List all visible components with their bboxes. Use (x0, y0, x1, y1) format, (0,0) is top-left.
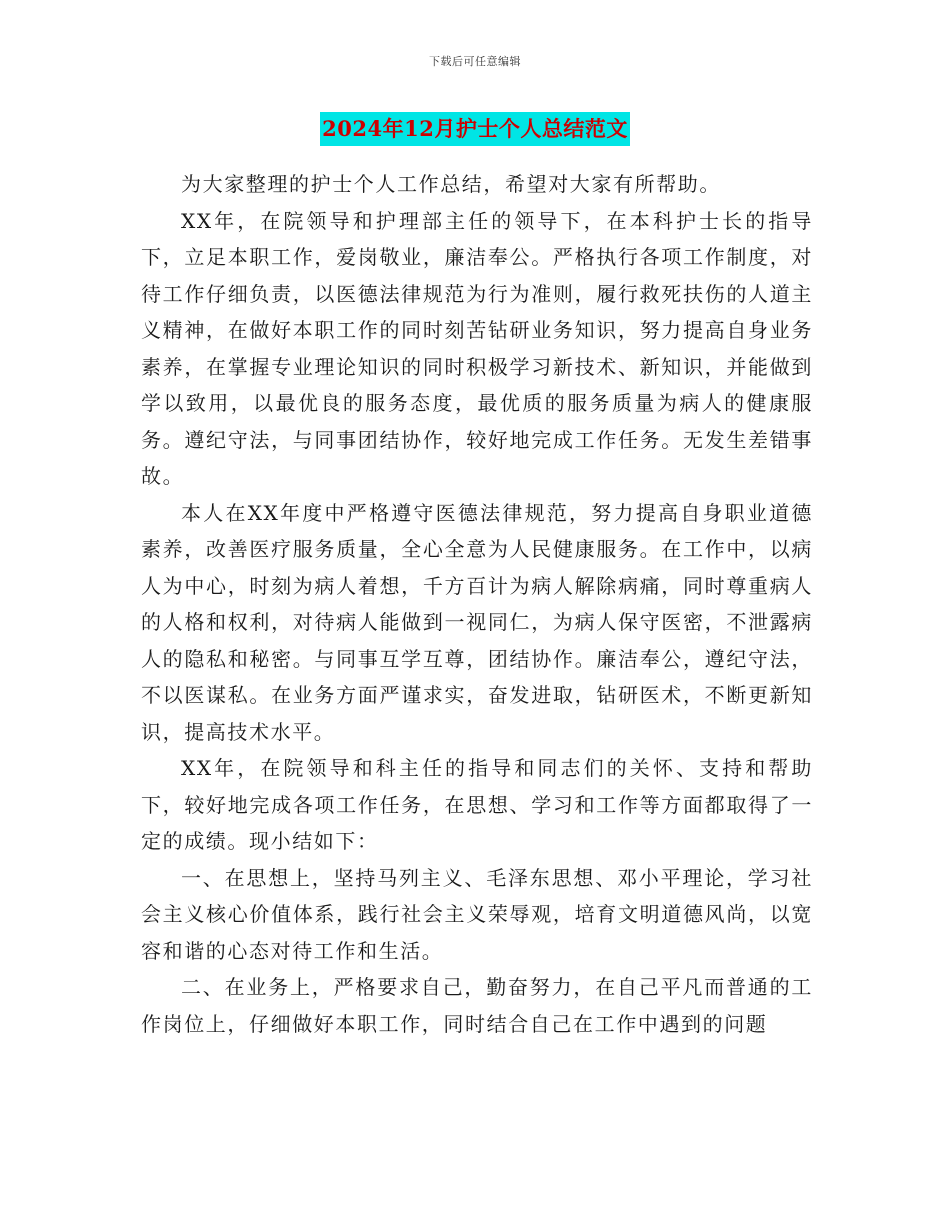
title-container (0, 112, 950, 146)
paragraph-ideology: 一、在思想上，坚持马列主义、毛泽东思想、邓小平理论，学习社会主义核心价值体系，践行社会主义荣辱观，培育文明道德风尚，以宽容和谐的心态对待工作和生活。 (141, 865, 813, 963)
document-body (141, 166, 813, 1042)
paragraph-business: 二、在业务上，严格要求自己，勤奋努力，在自己平凡而普通的工作岗位上，仔细做好本职工作，同时结合自己在工作中遇到的问题 (141, 975, 813, 1036)
paragraph-ethics: 本人在XX年度中严格遵守医德法律规范，努力提高自身职业道德素养，改善医疗服务质量，全心全意为人民健康服务。在工作中，以病人为中心，时刻为病人着想，千方百计为病人解除病痛，同时尊重病人的人格和权利，对待病人能做到一视同仁，为病人保守医密，不泄露病人的隐私和秘密。与同事互学互尊，团结协作。廉洁奉公，遵纪守法，不以医谋私。在业务方面严谨求实，奋发进取，钻研医术，不断更新知识，提高技术水平。 (141, 500, 813, 744)
document-title: 2024年12月护士个人总结范文 (320, 112, 630, 146)
page-header-note: 下载后可任意编辑 (429, 55, 521, 68)
paragraph-achievements: XX年，在院领导和科主任的指导和同志们的关怀、支持和帮助下，较好地完成各项工作任务，在思想、学习和工作等方面都取得了一定的成绩。现小结如下： (141, 756, 813, 853)
paragraph-intro: 为大家整理的护士个人工作总结，希望对大家有所帮助。 (181, 172, 721, 196)
paragraph-work-summary: XX年，在院领导和护理部主任的领导下，在本科护士长的指导下，立足本职工作，爱岗敬业，廉洁奉公。严格执行各项工作制度，对待工作仔细负责，以医德法律规范为行为准则，履行救死扶伤的人道主义精神，在做好本职工作的同时刻苦钻研业务知识，努力提高自身业务素养，在掌握专业理论知识的同时积极学习新技术、新知识，并能做到学以致用，以最优良的服务态度，最优质的服务质量为病人的健康服务。遵纪守法，与同事团结协作，较好地完成工作任务。无发生差错事故。 (141, 208, 813, 488)
